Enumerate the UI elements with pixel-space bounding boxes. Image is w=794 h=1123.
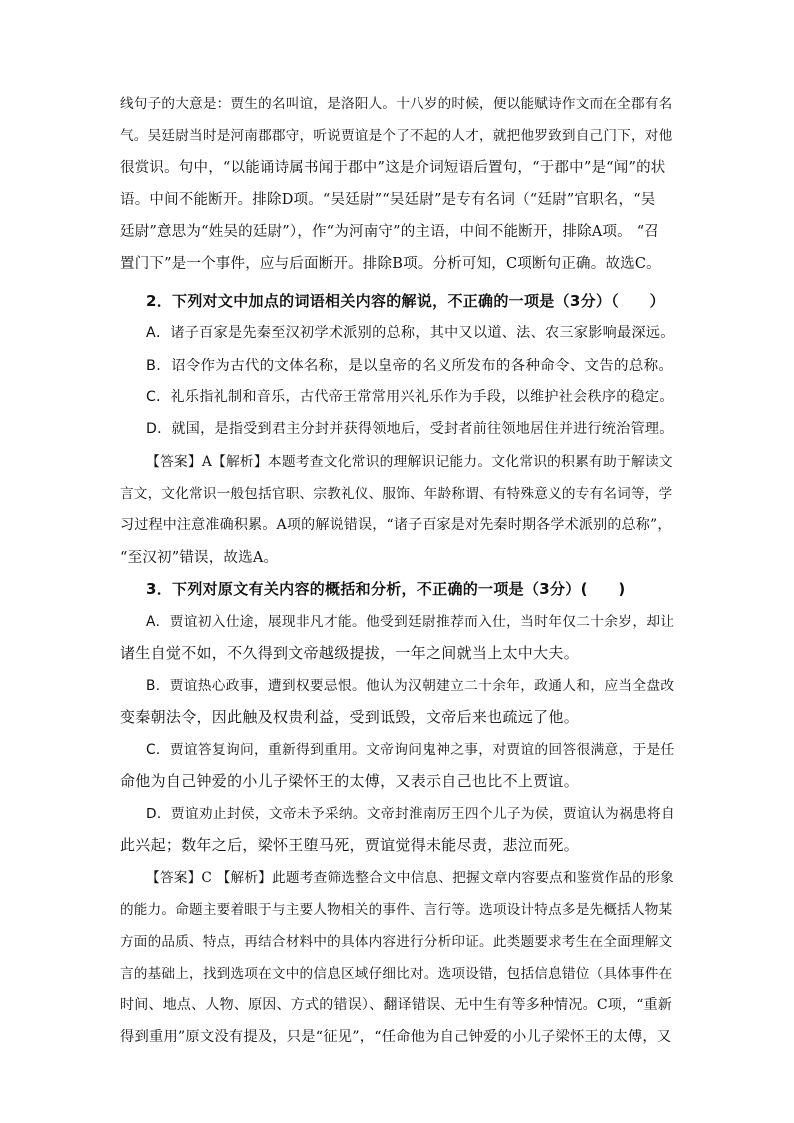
prev-analysis-line: 置门下”是一个事件，应与后面断开。排除B项。分析可知，C项断句正确。故选C。 [120,256,661,272]
question-3-answer-line: 时间、地点、人物、原因、方式的错误）、翻译错误、无中生有等多种情况。C项，“重新 [120,997,673,1013]
question-2-answer-line: 言文，文化常识一般包括官职、宗教礼仪、服饰、年龄称谓、有特殊意义的专有名词等，学 [120,486,673,502]
prev-analysis-line: 很赏识。句中，“以能诵诗属书闻于郡中”这是介词短语后置句，“于郡中”是“闻”的状 [120,160,666,176]
question-3-answer-line: 言的基础上，找到选项在文中的信息区域仔细比对。选项设错，包括信息错位（具体事件在 [120,966,673,982]
question-3-option-d-cont: 此兴起；数年之后，梁怀王堕马死，贾谊觉得未能尽责，悲泣而死。 [120,836,580,854]
prev-analysis-line: 廷尉”意思为“姓吴的廷尉”），作“为河南守”的主语，中间不能断开，排除A项。 “召 [120,224,660,240]
question-3-option-c-cont: 命他为自己钟爱的小儿子梁怀王的太傅，又表示自己也比不上贾谊。 [120,772,580,790]
question-3-answer-line: 的能力。命题主要着眼于与主要人物相关的事件、言行等。选项设计特点多是先概括人物某 [120,902,673,918]
question-3-option-a: A．贾谊初入仕途，展现非凡才能。他受到廷尉推荐而入仕，当时年仅二十余岁，却让 [146,614,675,630]
prev-analysis-line: 气。吴廷尉当时是河南郡郡守，听说贾谊是个了不起的人才，就把他罗致到自己门下，对他 [120,128,673,144]
question-2-option-a: A．诸子百家是先秦至汉初学术派别的总称，其中又以道、法、农三家影响最深远。 [146,325,675,341]
question-2-answer-line: “至汉初”错误，故选A。 [120,550,279,566]
question-2-option-b: B．诏令作为古代的文体名称，是以皇帝的名义所发布的各种命令、文告的总称。 [146,358,674,374]
question-3-option-a-cont: 诸生自觉不如，不久得到文帝越级提拔，一年之间就当上太中大夫。 [120,644,580,662]
question-2-option-d: D．就国，是指受到君主分封并获得领地后，受封者前往领地居住并进行统治管理。 [146,421,674,437]
question-3-option-c: C．贾谊答复询问，重新得到重用。文帝询问鬼神之事，对贾谊的回答很满意，于是任 [146,742,675,758]
question-2-option-c: C．礼乐指礼制和音乐，古代帝王常常用兴礼乐作为手段，以维护社会秩序的稳定。 [146,389,674,405]
question-3-answer-line: 【答案】C 【解析】此题考查筛选整合文中信息、把握文章内容要点和鉴赏作品的形象 [146,870,674,886]
question-3-answer-line: 得到重用”原文没有提及，只是“征见”，“任命他为自己钟爱的小儿子梁怀王的太傅，又 [120,1029,672,1045]
question-2-answer-line: 【答案】A【解析】本题考查文化常识的理解识记能力。文化常识的积累有助于解读文 [146,454,673,470]
question-3-stem: 3．下列对原文有关内容的概括和分析，不正确的一项是（3分）( ) [146,580,626,598]
question-2-stem: 2．下列对文中加点的词语相关内容的解说，不正确的一项是（3分）（ ） [146,292,665,310]
question-3-option-b: B．贾谊热心政事，遭到权要忌恨。他认为汉朝建立二十余年，政通人和，应当全盘改 [146,678,675,694]
question-2-answer-line: 习过程中注意准确积累。A项的解说错误，“诸子百家是对先秦时期各学术派别的总称”， [120,517,672,533]
prev-analysis-line: 语。中间不能断开。排除D项。“吴廷尉”“吴廷尉”是专有名词（“廷尉”官职名，“吴 [120,192,656,208]
question-3-option-b-cont: 变秦朝法令，因此触及权贵利益，受到诋毁，文帝后来也疏远了他。 [120,708,580,726]
question-3-option-d: D．贾谊劝止封侯，文帝未予采纳。文帝封淮南厉王四个儿子为侯，贾谊认为祸患将自 [146,806,675,822]
prev-analysis-line: 线句子的大意是：贾生的名叫谊，是洛阳人。十八岁的时候，便以能赋诗作文而在全郡有名 [120,96,673,112]
question-3-answer-line: 方面的品质、特点，再结合材料中的具体内容进行分析印证。此类题要求考生在全面理解文 [120,934,673,950]
